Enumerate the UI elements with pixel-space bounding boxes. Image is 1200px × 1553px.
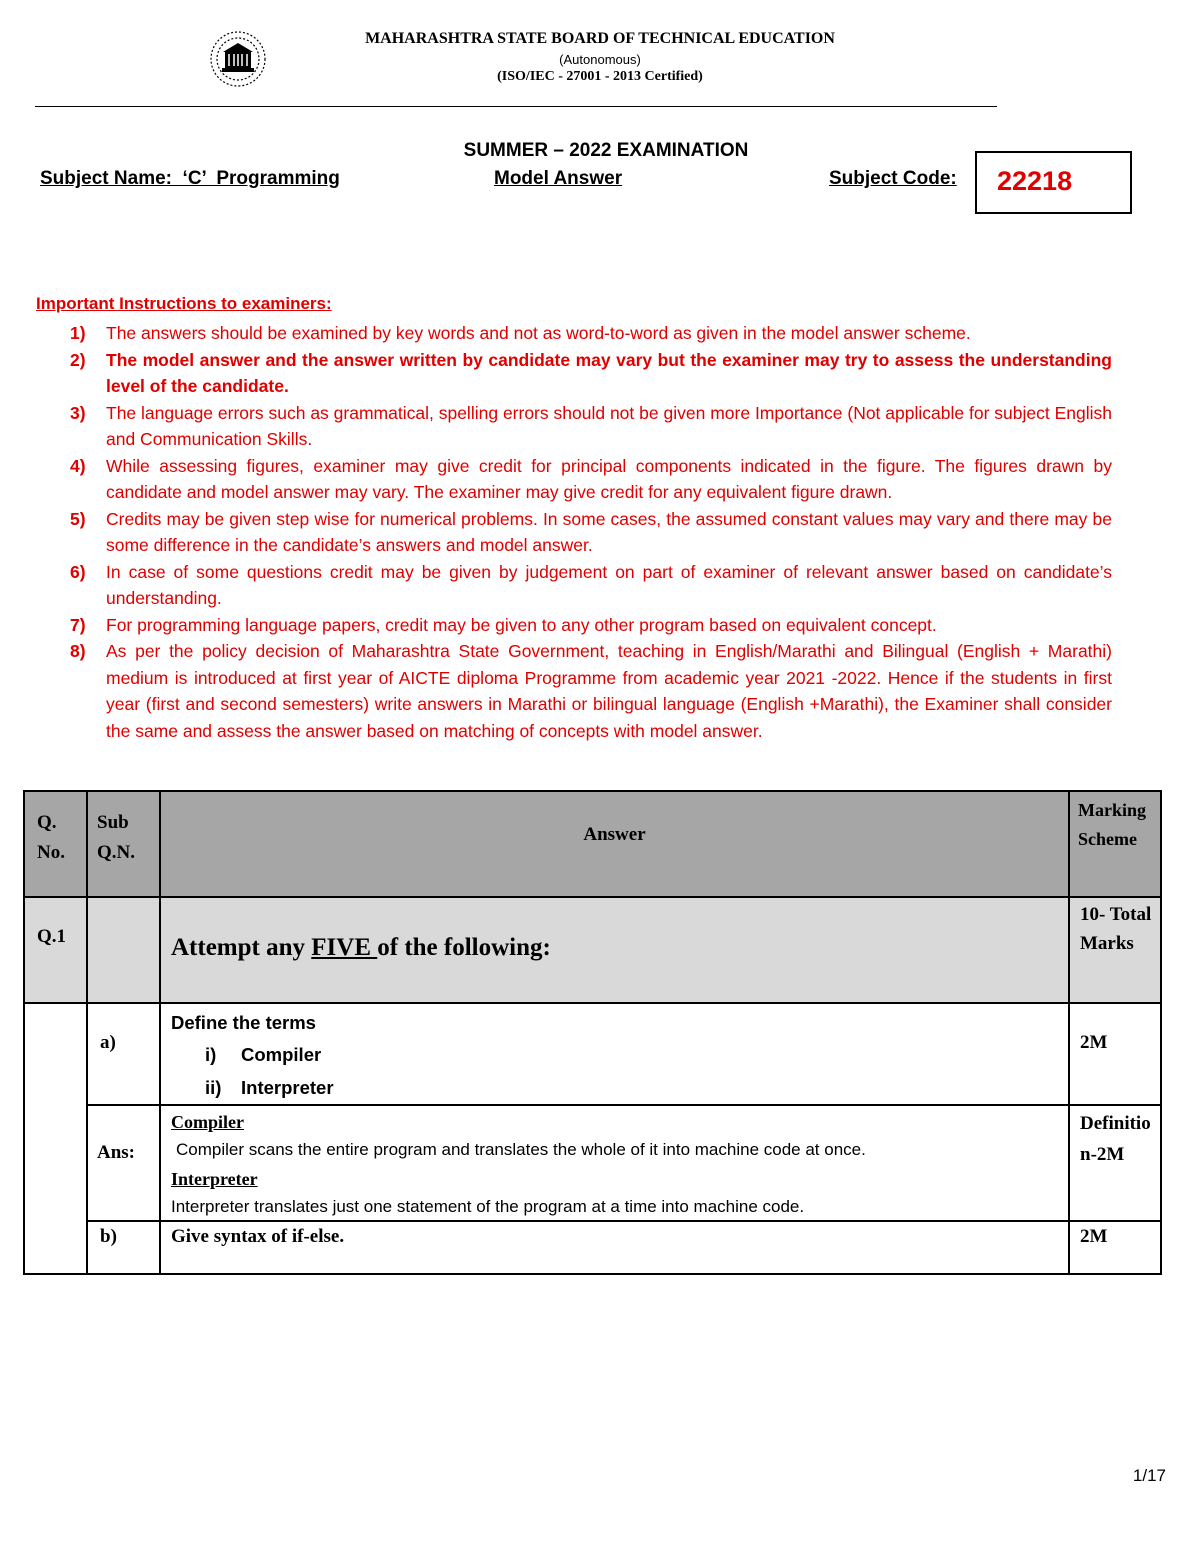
answer-term-interpreter: Interpreter [171,1169,258,1189]
exam-title: SUMMER – 2022 EXAMINATION [463,140,749,161]
model-answer-label: Model Answer [494,168,623,189]
instruction-number: 5) [70,508,86,529]
instruction-number: 1) [70,323,86,343]
table-row-q1 [24,897,1161,1003]
page-number: 1/17 [1132,1466,1166,1485]
instruction-number: 7) [70,614,86,635]
qa-item-1-num: i) [205,1044,217,1065]
instruction-item [70,453,1112,506]
qa-item-1-text: Compiler [241,1044,322,1065]
instruction-number: 2) [70,349,86,370]
instruction-item [70,559,1112,612]
instruction-number: 4) [70,455,86,476]
answer-table [23,790,1162,1275]
q1-prefix: Attempt any [171,934,312,961]
header-sub-qn: Sub Q.N. [87,791,160,897]
qa-sub-number: a) [87,1003,160,1105]
board-name: MAHARASHTRA STATE BOARD OF TECHNICAL EDUCATION [365,30,835,47]
q-number-empty [24,1003,87,1274]
instruction-number: 8) [70,641,86,661]
header-marking-scheme: Marking Scheme [1069,791,1161,897]
instruction-item [70,347,1112,400]
instruction-number: 3) [70,402,86,423]
table-row-qb [24,1221,1161,1274]
qa-item-2-text: Interpreter [241,1077,334,1098]
instructions-list [70,320,1112,744]
table-header-row [24,791,1161,897]
instruction-item [70,638,1112,744]
q1-emphasis: FIVE [311,934,378,961]
table-row-qa [24,1003,1161,1105]
header-answer: Answer [160,791,1069,897]
instruction-item [70,506,1112,559]
instruction-number: 6) [70,561,86,582]
answer-content [160,1105,1069,1221]
answer-def-interpreter: Interpreter translates just one statement of the program at a time into machine code. [171,1197,805,1216]
qa-item-2 [171,1071,1068,1104]
answer-label: Ans: [87,1105,160,1221]
q1-number: Q.1 [24,897,87,1003]
instruction-text: Credits may be given step wise for numerical problems. In some cases, the assumed constant values may vary and there may be some difference in the candidate’s answers and model answer. [106,508,1112,555]
subject-name: Subject Name: ‘C’ Programming [40,168,340,189]
instruction-text: In case of some questions credit may be given by judgement on part of examiner of relevant answer based on candidate’s understanding. [106,561,1112,608]
q1-marks: 10- Total Marks [1069,897,1161,1003]
qa-question [160,1003,1069,1105]
instruction-item [70,320,1112,347]
qb-marks: 2M [1069,1221,1161,1274]
qa-marks: 2M [1069,1003,1161,1105]
table-row-answer [24,1105,1161,1221]
header-divider [35,106,997,107]
instruction-item [70,400,1112,453]
answer-marks: Definition-2M [1069,1105,1161,1221]
answer-term-compiler: Compiler [171,1112,244,1132]
answer-def-compiler: Compiler scans the entire program and translates the whole of it into machine code at once. [176,1140,866,1159]
q1-sub-empty [87,897,160,1003]
msbte-logo [205,30,271,88]
header-q-no: Q. No. [24,791,87,897]
instruction-text: The model answer and the answer written by candidate may vary but the examiner may try to assess the understanding level of the candidate. [106,349,1112,396]
iso-certification: (ISO/IEC - 27001 - 2013 Certified) [497,69,703,84]
instruction-item [70,612,1112,639]
qa-item-2-num: ii) [205,1077,222,1098]
instructions-title: Important Instructions to examiners: [36,294,332,313]
q1-instruction [160,897,1069,1003]
qb-question: Give syntax of if-else. [160,1221,1069,1274]
subject-code-label: Subject Code: [829,168,957,189]
instruction-text: While assessing figures, examiner may give credit for principal components indicated in the figure. The figures drawn by candidate and model answer may vary. The examiner may give credit for any equivalent figure drawn. [106,455,1112,502]
instruction-text: The answers should be examined by key words and not as word-to-word as given in the model answer scheme. [106,323,971,343]
instruction-text: For programming language papers, credit may be given to any other program based on equivalent concept. [106,614,937,635]
qa-prompt: Define the terms [171,1012,316,1033]
qb-sub-number: b) [87,1221,160,1274]
instruction-text: As per the policy decision of Maharashtra State Government, teaching in English/Marathi and Bilingual (English + Marathi) medium is introduced at first year of AICTE diploma Programme from academic year 2021 -2022. Hence if the students in first year (first and second semesters) write answers in Marathi or bilingual language (English +Marathi), the Examiner shall consider the same and assess the answer based on matching of concepts with model answer. [106,641,1112,741]
qa-item-1 [171,1038,1068,1071]
subject-code-value: 22218 [997,166,1073,196]
subject-code-box [975,151,1132,214]
q1-suffix: of the following: [377,934,551,961]
autonomous-label: (Autonomous) [559,52,641,67]
instruction-text: The language errors such as grammatical, spelling errors should not be given more Importance (Not applicable for subject English and Communication Skills. [106,402,1112,449]
